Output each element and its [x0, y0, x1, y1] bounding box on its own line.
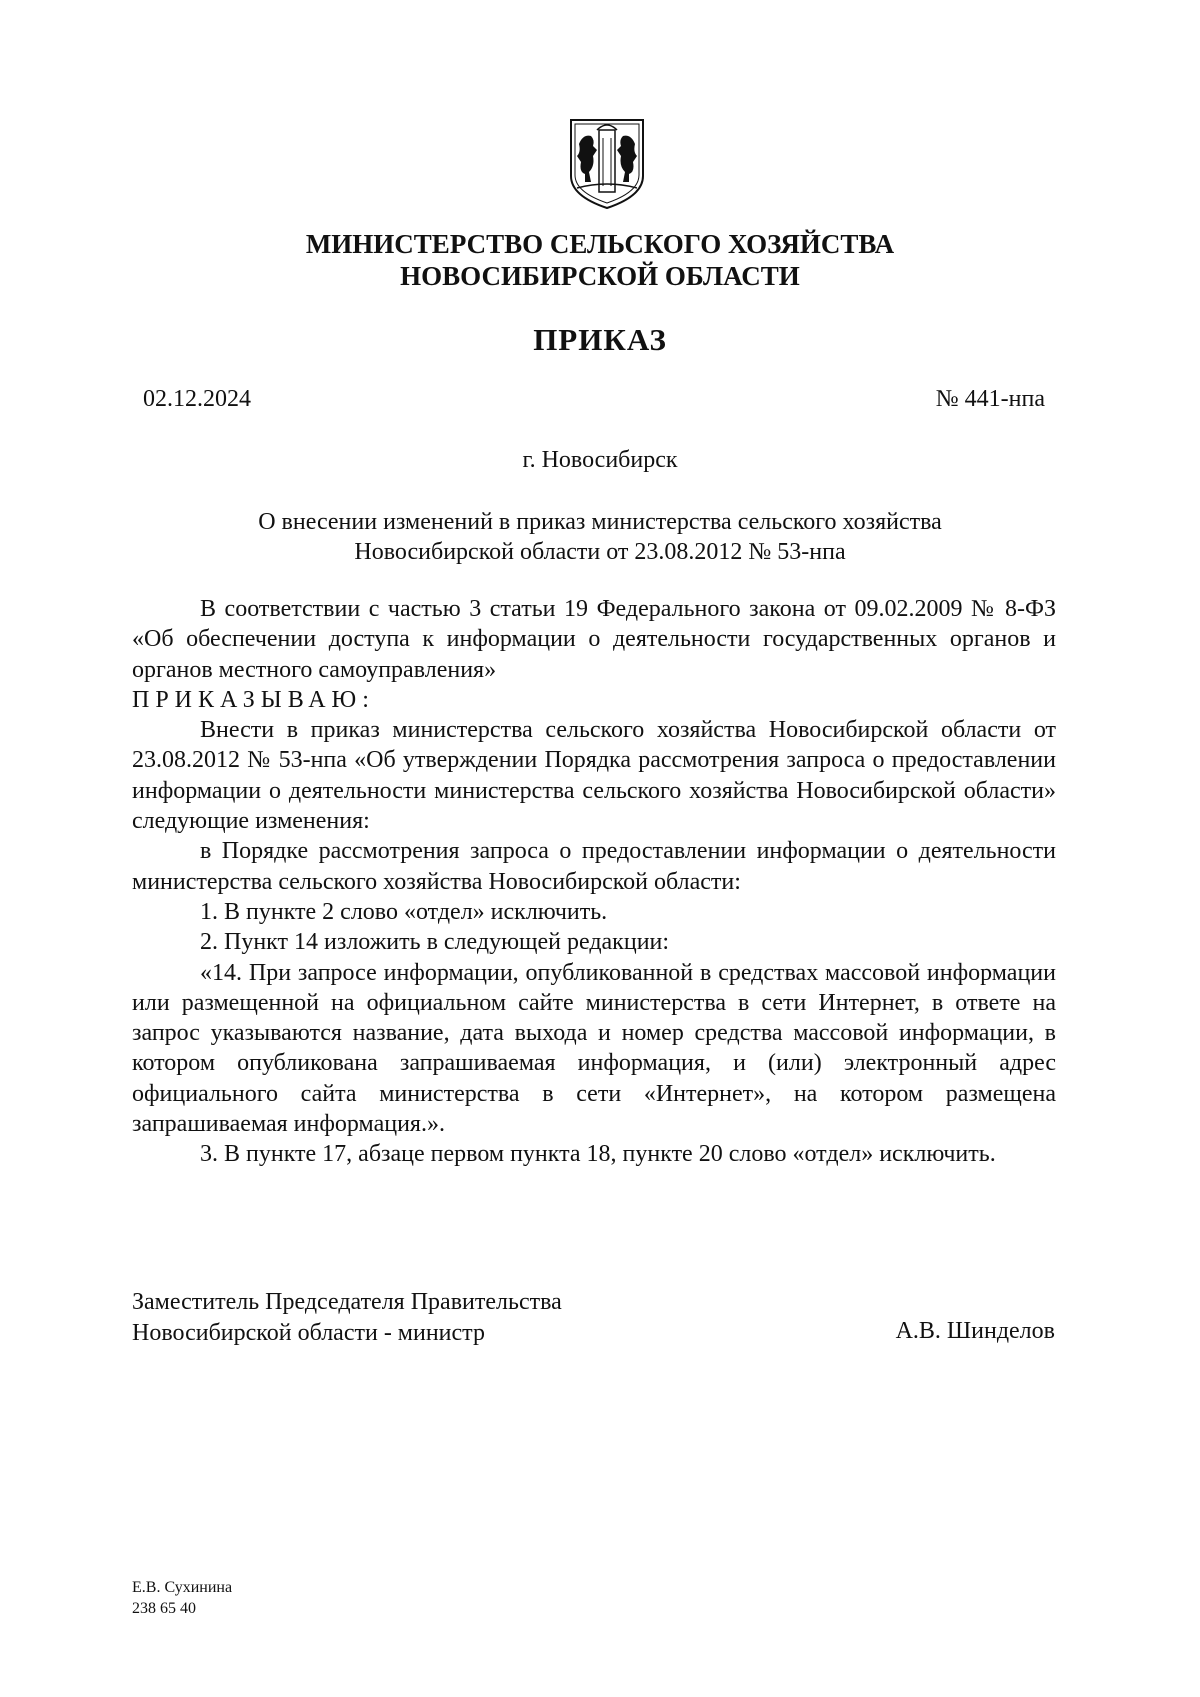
- ministry-line-1: МИНИСТЕРСТВО СЕЛЬСКОГО ХОЗЯЙСТВА: [305, 229, 895, 259]
- document-subject: [0, 507, 1200, 567]
- preamble-paragraph: В соответствии с частью 3 статьи 19 Федерального закона от 09.02.2009 № 8-ФЗ «Об обеспечении доступа к информации о деятельности государственных органов и органов местного самоуправления»: [132, 596, 1056, 683]
- executor-name: Е.В. Сухинина: [132, 1579, 233, 1596]
- document-body: [132, 594, 1056, 1170]
- body-paragraph-3: 1. В пункте 2 слово «отдел» исключить.: [200, 898, 608, 925]
- subject-line-1: О внесении изменений в приказ министерства сельского хозяйства: [258, 509, 942, 535]
- document-type: ПРИКАЗ: [533, 322, 667, 357]
- body-paragraph-5: «14. При запросе информации, опубликованной в средствах массовой информации или размещенной на официальном сайте министерства в сети Интернет, в ответе на запрос указываются название, дата выхода и номер средства массовой информации, в котором опубликована запрашиваемая информация, и (или) электронный адрес официального сайта министерства в сети «Интернет», на котором размещена запрашиваемая информация.».: [132, 959, 1056, 1138]
- executor-phone: 238 65 40: [132, 1600, 196, 1617]
- signatory-position: [132, 1287, 562, 1349]
- signatory-position-line-1: Заместитель Председателя Правительства: [132, 1289, 562, 1315]
- executor-info: [132, 1577, 232, 1619]
- document-number: № 441-нпа: [935, 386, 1045, 412]
- body-paragraph-1: Внести в приказ министерства сельского хозяйства Новосибирской области от 23.08.2012 № 53-нпа «Об утверждении Порядка рассмотрения запроса о предоставлении информации о деятельности министерства сельского хозяйства Новосибирской области» следующие изменения:: [132, 717, 1056, 835]
- signatory-position-line-2: Новосибирской области - министр: [132, 1320, 485, 1346]
- ministry-line-2: НОВОСИБИРСКОЙ ОБЛАСТИ: [400, 261, 800, 291]
- body-paragraph-6: 3. В пункте 17, абзаце первом пункта 18, пункте 20 слово «отдел» исключить.: [200, 1141, 996, 1168]
- decree-word: ПРИКАЗЫВАЮ:: [132, 686, 375, 713]
- signatory-name: А.В. Шинделов: [895, 1318, 1055, 1344]
- document-date: 02.12.2024: [143, 386, 251, 412]
- body-paragraph-2: в Порядке рассмотрения запроса о предоставлении информации о деятельности министерства сельского хозяйства Новосибирской области:: [132, 838, 1056, 895]
- ministry-name: [0, 228, 1200, 292]
- coat-of-arms-icon: [567, 116, 647, 210]
- document-city: г. Новосибирск: [522, 447, 678, 473]
- subject-line-2: Новосибирской области от 23.08.2012 № 53-нпа: [354, 539, 846, 565]
- body-paragraph-4: 2. Пункт 14 изложить в следующей редакции:: [200, 929, 670, 956]
